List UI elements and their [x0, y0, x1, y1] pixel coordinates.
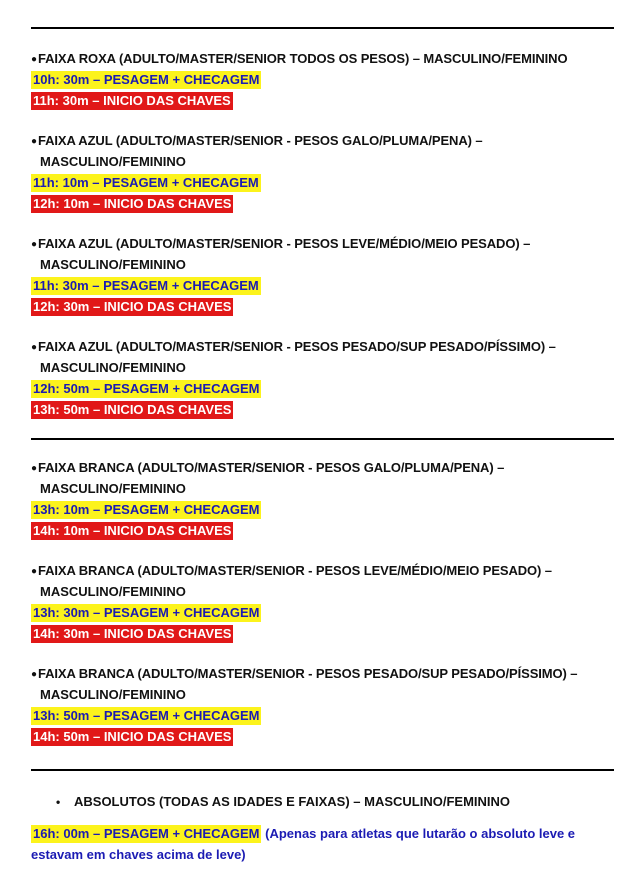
schedule-block-branca-leve [31, 560, 616, 644]
weigh-in-time: 11h: 10m – PESAGEM + CHECAGEM [33, 175, 259, 190]
block-title: FAIXA AZUL (ADULTO/MASTER/SENIOR - PESOS PESADO/SUP PESADO/PÍSSIMO) – [37, 339, 556, 354]
absolutos-note-continuation: estavam em chaves acima de leve) [31, 847, 246, 862]
absolutos-note: (Apenas para atletas que lutarão o absoluto leve e [265, 826, 576, 841]
weigh-in-time: 12h: 50m – PESAGEM + CHECAGEM [33, 381, 260, 396]
block-title: FAIXA ROXA (ADULTO/MASTER/SENIOR TODOS OS PESOS) – MASCULINO/FEMININO [37, 51, 568, 66]
block-title: FAIXA AZUL (ADULTO/MASTER/SENIOR - PESOS LEVE/MÉDIO/MEIO PESADO) – [37, 236, 531, 251]
bullet-icon: ● [31, 239, 37, 250]
block-title-continuation: MASCULINO/FEMININO [40, 257, 186, 272]
schedule-block-azul-galo [31, 130, 616, 214]
block-title: FAIXA BRANCA (ADULTO/MASTER/SENIOR - PESOS LEVE/MÉDIO/MEIO PESADO) – [37, 563, 552, 578]
start-time: 13h: 50m – INICIO DAS CHAVES [33, 402, 232, 417]
absolutos-title: ABSOLUTOS (TODAS AS IDADES E FAIXAS) – MASCULINO/FEMININO [74, 794, 511, 809]
block-title-continuation: MASCULINO/FEMININO [40, 584, 186, 599]
block-title: FAIXA AZUL (ADULTO/MASTER/SENIOR - PESOS GALO/PLUMA/PENA) – [37, 133, 483, 148]
bullet-icon: ● [31, 136, 37, 147]
weigh-in-time: 13h: 50m – PESAGEM + CHECAGEM [33, 708, 260, 723]
bullet-icon: • [56, 795, 61, 809]
start-time: 11h: 30m – INICIO DAS CHAVES [33, 93, 231, 108]
bullet-icon: ● [31, 54, 37, 65]
start-time: 12h: 30m – INICIO DAS CHAVES [33, 299, 232, 314]
top-rule [31, 27, 614, 29]
block-title-continuation: MASCULINO/FEMININO [40, 687, 186, 702]
absolutos-block [31, 791, 616, 865]
weigh-in-time: 11h: 30m – PESAGEM + CHECAGEM [33, 278, 259, 293]
weigh-in-time: 16h: 00m – PESAGEM + CHECAGEM [33, 826, 260, 841]
start-time: 14h: 50m – INICIO DAS CHAVES [33, 729, 232, 744]
bullet-icon: ● [31, 342, 37, 353]
schedule-block-roxa [31, 48, 616, 111]
block-title: FAIXA BRANCA (ADULTO/MASTER/SENIOR - PESOS PESADO/SUP PESADO/PÍSSIMO) – [37, 666, 578, 681]
block-title-continuation: MASCULINO/FEMININO [40, 481, 186, 496]
start-time: 12h: 10m – INICIO DAS CHAVES [33, 196, 232, 211]
start-time: 14h: 10m – INICIO DAS CHAVES [33, 523, 232, 538]
block-title-continuation: MASCULINO/FEMININO [40, 360, 186, 375]
start-time: 14h: 30m – INICIO DAS CHAVES [33, 626, 232, 641]
section-divider [31, 769, 614, 771]
section-divider [31, 438, 614, 440]
schedule-block-branca-galo [31, 457, 616, 541]
bullet-icon: ● [31, 463, 37, 474]
schedule-block-azul-pesado [31, 336, 616, 420]
weigh-in-time: 10h: 30m – PESAGEM + CHECAGEM [33, 72, 260, 87]
block-title-continuation: MASCULINO/FEMININO [40, 154, 186, 169]
schedule-block-branca-pesado [31, 663, 616, 747]
bullet-icon: ● [31, 669, 37, 680]
weigh-in-time: 13h: 10m – PESAGEM + CHECAGEM [33, 502, 260, 517]
block-title: FAIXA BRANCA (ADULTO/MASTER/SENIOR - PESOS GALO/PLUMA/PENA) – [37, 460, 505, 475]
bullet-icon: ● [31, 566, 37, 577]
weigh-in-time: 13h: 30m – PESAGEM + CHECAGEM [33, 605, 260, 620]
schedule-block-azul-leve [31, 233, 616, 317]
